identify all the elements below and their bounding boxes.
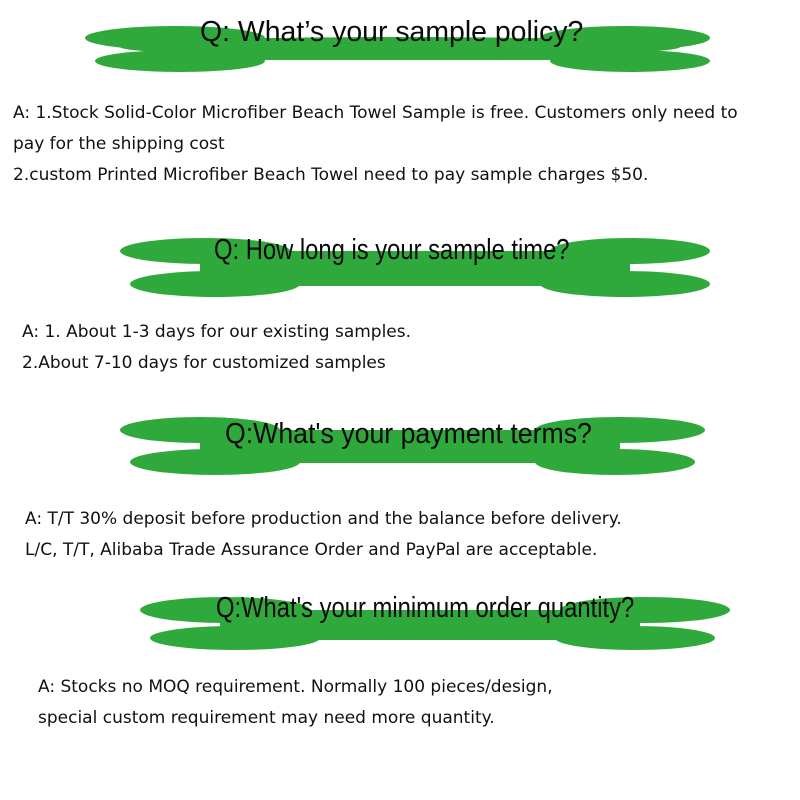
answer-line: A: Stocks no MOQ requirement. Normally 100 pieces/design, [38, 677, 553, 697]
answer-line: A: T/T 30% deposit before production and the balance before delivery. [25, 509, 622, 529]
answer-sample-policy [13, 98, 738, 191]
answer-line: special custom requirement may need more quantity. [38, 708, 495, 728]
answer-line: A: 1. About 1-3 days for our existing samples. [22, 322, 412, 342]
answer-payment-terms [25, 504, 622, 566]
answer-line: 2.custom Printed Microfiber Beach Towel need to pay sample charges $50. [13, 165, 649, 185]
answer-line: A: 1.Stock Solid-Color Microfiber Beach Towel Sample is free. Customers only need to [13, 103, 738, 123]
question-banner-sample-policy [0, 8, 800, 78]
answer-sample-time [22, 317, 411, 379]
answer-line: L/C, T/T, Alibaba Trade Assurance Order and PayPal are acceptable. [25, 540, 598, 560]
question-title: Q:What's your payment terms? [225, 418, 592, 450]
question-title: Q: How long is your sample time? [214, 234, 570, 266]
answer-line: pay for the shipping cost [13, 134, 225, 154]
question-title: Q:What's your minimum order quantity? [216, 592, 635, 624]
answer-minimum-order [38, 672, 553, 734]
answer-line: 2.About 7-10 days for customized samples [22, 353, 386, 373]
question-title: Q: What’s your sample policy? [200, 16, 584, 48]
question-banner-sample-time [0, 226, 800, 296]
question-banner-minimum-order [0, 586, 800, 656]
question-banner-payment-terms [0, 410, 800, 480]
